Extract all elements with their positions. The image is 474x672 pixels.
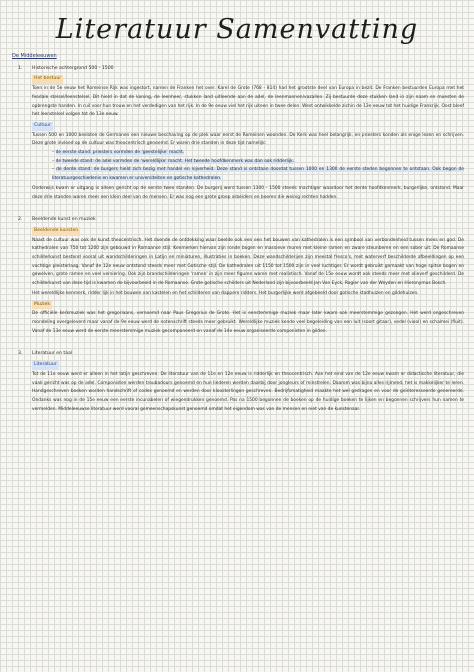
part-title: Literatuur en taal <box>32 351 73 357</box>
list-item-text: de derde stand: de burgers hield zich bezig met handel en nijverheid. Deze stand is ontstaan doordat tussen 1000 en 1300 de eerste steden begonnen te ontstaan. Ook begon de literatuurgeschiedenis en kwamen er universiteiten en gotische kathedralen. <box>52 167 464 182</box>
list-item: – de tweede stand: de adel vormden de 'wereldlijke' macht. Het tweede hoofdkenmerk was dan ook ridderlijk. <box>52 158 295 164</box>
subheading-beeldende-kunsten: Beeldende kunsten <box>32 227 80 236</box>
paragraph: Tot de 11e eeuw werd er alleen in het latijn geschreven. De literatuur van de 11e en 12e eeuw is ridderlijk en theocentrisch. Aan het eind van de 12e eeuw kwam er didactische literatuur, die vaak gericht was op de adel. Componisten werden troubadours genoemd en hun liederen werden daarbij door jongleurs of minstrelen. Daarom was bijna alles rijmend, het is makkelijker te leren. Handgeschreven boeken worden handschrift of codex genoemd en werden door kloosterlingen geschreven. Bedrijfsmatigheid maakte het wel gedragen en voor de geïnteresseerde genereerde. Ondanks was nog in de 15e eeuw een eerste incunabelen of wiegendrukken genoemd. Pas na 1500 begonnen de boeken op de huidige boeken te lijken en begonnen schrijvers hun namen te vermelden. Middeleeuwse literatuur werd vooral gemeenschapskunst genoemd omdat het eigendom was van de mensen en niet van de kunstenaar. <box>32 371 464 412</box>
list-item: – de eerste stand: priesters vormden de 'geestelijke' macht. <box>52 150 185 156</box>
part-heading <box>18 65 464 74</box>
paragraph: Naast de cultuur was ook de kunst theocentrisch. Het doende de ontdekking waar beelde ook een een het bouwen van kathedralen is een symbool van verbondenheid tussen mens en god. De kathedralen van 750 tot 1200 zijn gebouwd in Romaanse stijl. Kenmerken hiervan zijn ronde bogen en massieve muren met kleine ramen en zware steunberen en een sober uit. De Romaanse schilderkunst bestond vooral uit wandschilderingen in Latijn en miniaturen, illustraties in boeken. Deze wandschilderijen zijn meestal fresco's, met waterverf beschilderde afbeeldingen op een vochtige pleisterlaag. Vanaf de 12e eeuw ontstond steeds meer met Gotische stijl. De kathedralen uit 1150 tot 1500 zijn in veel luchtiger. Er wordt gebruikt gemaakt van hoge spitse bogen en gewelven, grote ramen en veel versiering. Ook zijn brandschilderingen 'ramen' in zijn meer figuren waren met realistisch. Vanaf de 15e eeuw wordt ook steeds meer met olieverf geschilderd. De schilderkunst van deze tijd is kwamen de bijvoorbeeld in de Romaanse. Grote gotische schilders uit Nederland zijn bijvoorbeeld Jan Van Eyck, Rogier van der Weyden en Hieronymus Bosch. <box>32 237 464 287</box>
subheading-literatuur: Literatuur <box>32 361 59 370</box>
subheading-cultuur: Cultuur <box>32 122 53 131</box>
page-title: Literatuur Samenvatting <box>55 14 419 45</box>
list-item: – de derde stand: de burgers hield zich bezig met handel en nijverheid. Deze stand is ontstaan doordat tussen 1000 en 1300 de eerste steden begonnen te ontstaan. Ook begon de literatuurgeschiedenis en kwamen er universiteiten en gotische kathedralen. <box>52 167 464 182</box>
list-item-text: de eerste stand: priesters vormden de 'geestelijke' macht. <box>55 150 185 156</box>
part-number: 2. <box>18 217 23 223</box>
part-title: Beeldende kunst en muziek <box>32 217 96 223</box>
subheading-muziek: Muziek <box>32 301 52 310</box>
part-heading <box>18 350 464 359</box>
paragraph: Toen in de 5e eeuw het Romeinse Rijk was ingestort, namen de Franken het over. Karel de Grote (768 - 814) had het grootste deel van Europa in bezit. De Franken bestuurden Europa met het feodale stelsel/leenstelsel. Dit hield in dat de koning, de leenheer, stukken land uitleende aan de adel, de leenmannen/vazallen. Zij bestuurde deze stukken land in zijn naam en moesten de opbrengste handen. In ruil voor hun trouw en het verdedigen van het rijk. In de 9e eeuw viel het rijk uiteen in twee delen. West ontwikkelde zichin de 13e eeuw tot het huidige Frankrijk. Oost bleef het leenstelsel volgen tot de 13e eeuw. <box>32 86 464 118</box>
list-item-text: de tweede stand: de adel vormden de 'wereldlijke' macht. Het tweede hoofdkenmerk was dan ook ridderlijk. <box>55 158 295 164</box>
section-heading: De Middeleeuwen <box>12 53 57 59</box>
paragraph: De officiële kerkmuziek was het gregoriaans, vernoemd naar Paus Gregorius de Grote. Het is eenstemmige muziek maar later kwam ook meerstemmige gezongen. Het werd ongeschreven mondeling overgeleverd maar vanaf de 9e eeuw werd de notenschrift steeds meer gebruikt. Wereldlijke muziek kende veel begeleiding van een luit (soort gitaar), vedel (viool) en schalmei (fluit). Vanaf de 13e eeuw werd de eerste meerstemmige muziek gecomponeerd en vanaf de 14e eeuw organiseerde componisten in gilden. <box>32 311 464 334</box>
part-number: 3. <box>18 351 23 357</box>
paragraph: Onderwijs kwam er uitgang is alleen gericht op de eerste twee standen. De burgerij werd tussen 1300 - 1500 steeds machtiger waardoor het derde hoofdkenmerk, burgerlijke, ontstond. Maar deze drie standen waren meer een klein deel van de mensen. Er was nog een grote groep arbeiders en boeren die weinig rechten hadden. <box>32 185 464 200</box>
paragraph: Tussen 500 en 1000 besloten de Germanen een nieuwe beschaving op de plek waar eerst de Romeinen woonden. De Kerk was heel belangrijk, en priesters konden als enige lezen en schrijven. Deze grote invloed op de cultuur was theocentrisch genoemd. Er waren drie standen in deze tijd namelijk: <box>32 132 464 147</box>
paragraph: Het wereldlijke kenmerk, ridder lijk in het bouwen van kastelen en het schilderen van dappere ridders. Het burgerlijke werd afgebeeld door gotische stadhuizen en gildehuizen. <box>32 290 419 296</box>
subheading-bestuur: Het bestuur <box>32 75 63 84</box>
part-heading <box>18 216 464 225</box>
part-number: 1. <box>18 65 23 71</box>
part-title: Historische achtergrond 500 - 1500 <box>32 65 114 71</box>
notes-content <box>12 52 464 414</box>
